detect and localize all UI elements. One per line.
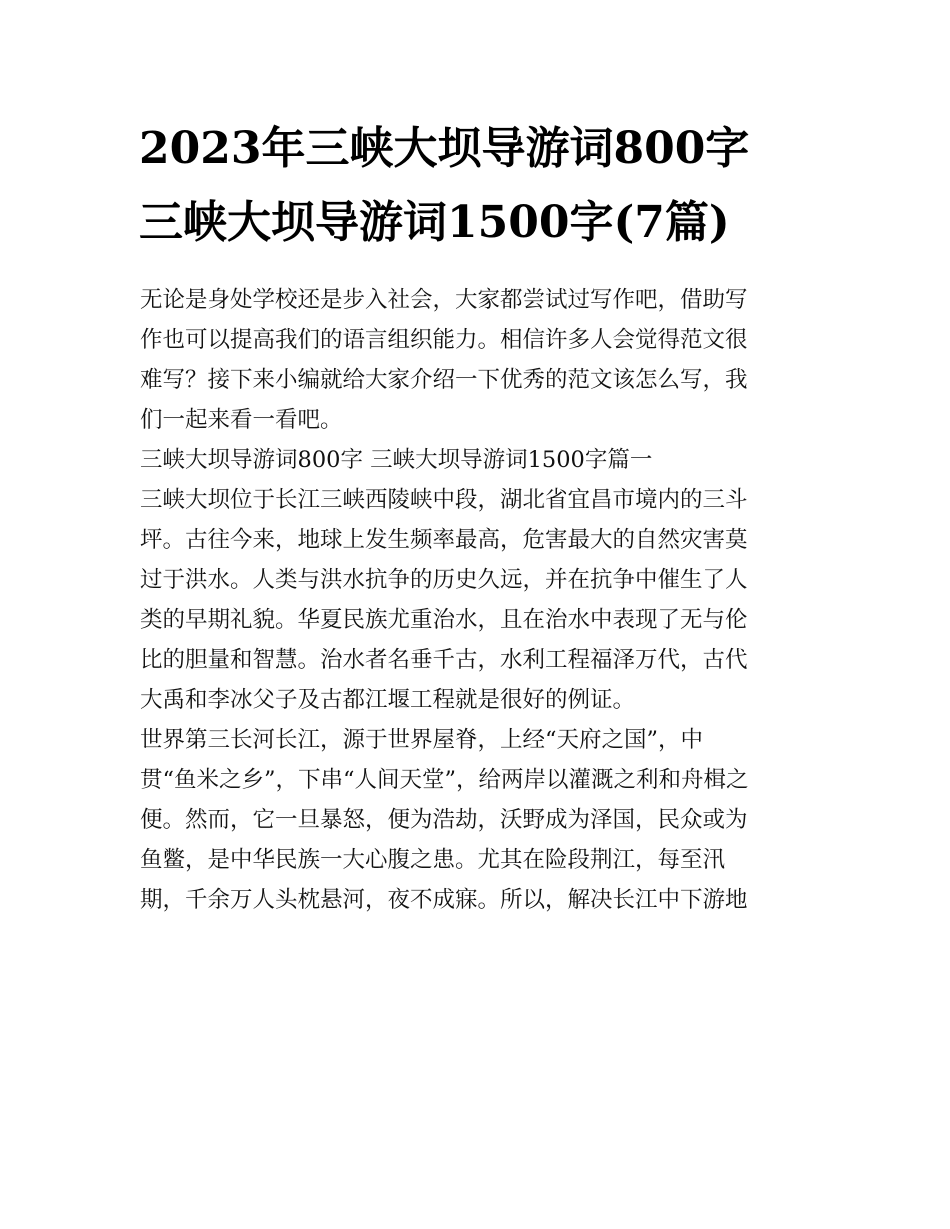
paragraph-1-line-2: 坪。古往今来，地球上发生频率最高，危害最大的自然灾害莫 xyxy=(140,527,748,553)
paragraph-1-line-3: 过于洪水。人类与洪水抗争的历史久远，并在抗争中催生了人 xyxy=(140,567,748,593)
paragraph-1-line-4: 类的早期礼貌。华夏民族尤重治水，且在治水中表现了无与伦 xyxy=(140,607,748,633)
intro-line-4: 们一起来看一看吧。 xyxy=(140,407,343,433)
document-title xyxy=(139,112,819,260)
intro-line-1: 无论是身处学校还是步入社会，大家都尝试过写作吧，借助写 xyxy=(140,287,748,313)
paragraph-2-line-1: 世界第三长河长江，源于世界屋脊，上经“天府之国”，中 xyxy=(140,727,704,753)
paragraph-2-line-2: 贯“鱼米之乡”，下串“人间天堂”，给两岸以灌溉之利和舟楫之 xyxy=(140,767,749,793)
paragraph-2-line-3: 便。然而，它一旦暴怒，便为浩劫，沃野成为泽国，民众或为 xyxy=(140,807,748,833)
intro-line-2: 作也可以提高我们的语言组织能力。相信许多人会觉得范文很 xyxy=(140,327,748,353)
paragraph-1-line-6: 大禹和李冰父子及古都江堰工程就是很好的例证。 xyxy=(140,687,636,713)
paragraph-1-line-1: 三峡大坝位于长江三峡西陵峡中段，湖北省宜昌市境内的三斗 xyxy=(140,487,748,513)
section-heading: 三峡大坝导游词800字 三峡大坝导游词1500字篇一 xyxy=(140,447,653,473)
title-line-1: 2023年三峡大坝导游词800字 xyxy=(139,123,750,174)
paragraph-2-line-5: 期，千余万人头枕悬河，夜不成寐。所以，解决长江中下游地 xyxy=(140,887,748,913)
document-body xyxy=(140,280,820,920)
title-line-2: 三峡大坝导游词1500字(7篇) xyxy=(139,197,730,248)
paragraph-2-line-4: 鱼鳖，是中华民族一大心腹之患。尤其在险段荆江，每至汛 xyxy=(140,847,726,873)
paragraph-1-line-5: 比的胆量和智慧。治水者名垂千古，水利工程福泽万代，古代 xyxy=(140,647,748,673)
intro-line-3: 难写？接下来小编就给大家介绍一下优秀的范文该怎么写，我 xyxy=(140,367,748,393)
